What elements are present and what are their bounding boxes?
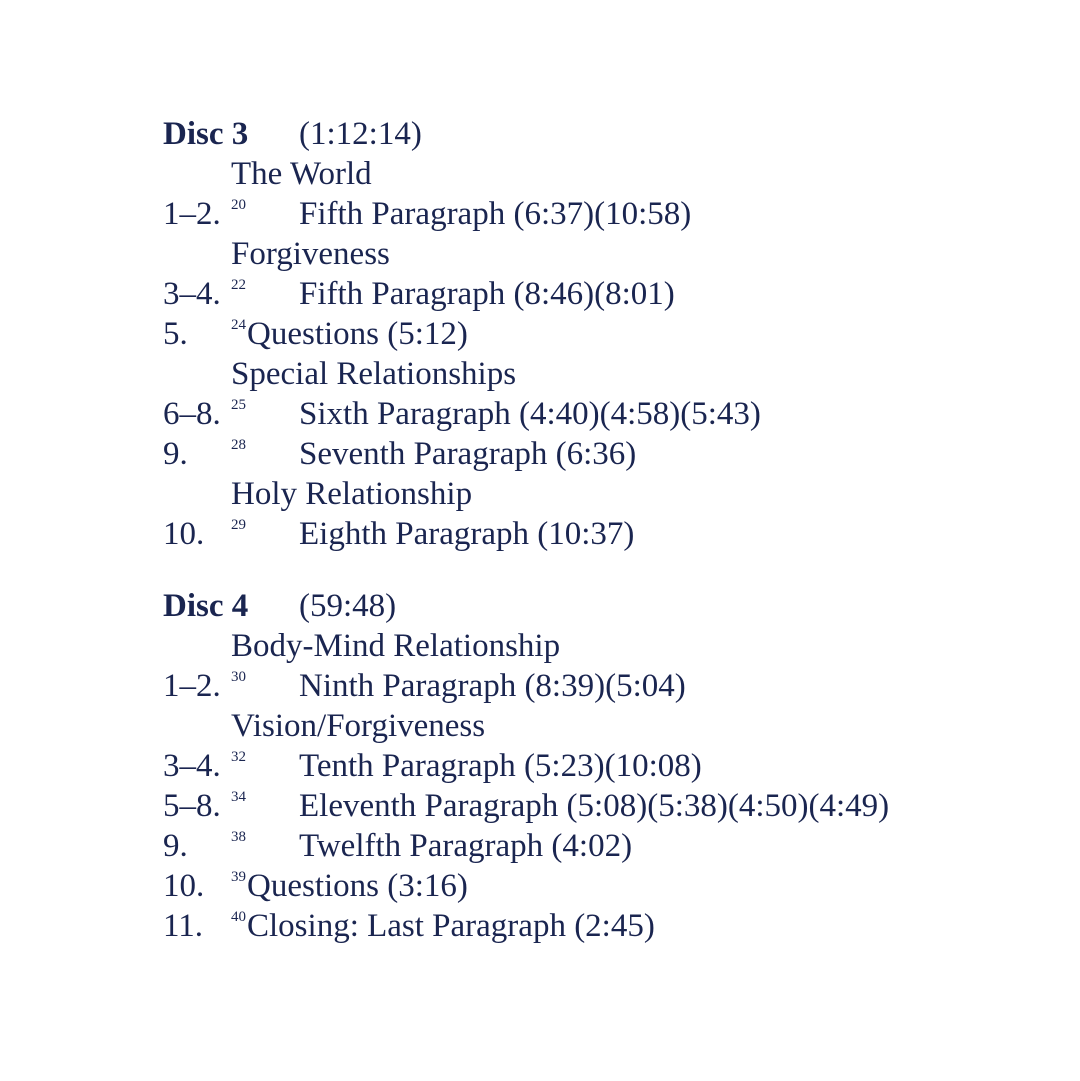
disc-duration: (1:12:14)	[299, 116, 422, 152]
page-reference: 25	[231, 397, 246, 413]
track-row	[163, 786, 983, 826]
section-heading	[163, 474, 983, 514]
track-number: 5–8.	[163, 788, 221, 824]
track-title: Questions (5:12)	[247, 316, 468, 352]
track-number: 11.	[163, 908, 204, 944]
page-reference: 40	[231, 909, 246, 925]
track-title: Fifth Paragraph (8:46)(8:01)	[299, 276, 675, 312]
disc-label: Disc 4	[163, 588, 249, 624]
disc-4-block	[163, 586, 983, 946]
track-title: Fifth Paragraph (6:37)(10:58)	[299, 196, 692, 232]
track-number: 9.	[163, 828, 188, 864]
page-reference: 29	[231, 517, 246, 533]
track-number: 5.	[163, 316, 188, 352]
track-row	[163, 514, 983, 554]
page-reference: 30	[231, 669, 246, 685]
section-heading	[163, 354, 983, 394]
section-heading-text: Holy Relationship	[231, 476, 473, 512]
page-reference: 20	[231, 197, 246, 213]
section-heading	[163, 626, 983, 666]
track-title: Tenth Paragraph (5:23)(10:08)	[299, 748, 702, 784]
page-reference: 32	[231, 749, 246, 765]
track-row	[163, 434, 983, 474]
section-heading-text: Vision/Forgiveness	[231, 708, 486, 744]
track-row	[163, 746, 983, 786]
track-row	[163, 666, 983, 706]
track-number: 3–4.	[163, 276, 221, 312]
track-number: 10.	[163, 868, 205, 904]
track-row	[163, 314, 983, 354]
track-number: 3–4.	[163, 748, 221, 784]
page-reference: 28	[231, 437, 246, 453]
section-heading-text: Special Relationships	[231, 356, 517, 392]
track-row	[163, 866, 983, 906]
section-heading-text: The World	[231, 156, 372, 192]
section-heading-text: Body-Mind Relationship	[231, 628, 561, 664]
track-title: Sixth Paragraph (4:40)(4:58)(5:43)	[299, 396, 761, 432]
track-row	[163, 906, 983, 946]
page-reference: 24	[231, 317, 246, 333]
page-reference: 39	[231, 869, 246, 885]
track-number: 9.	[163, 436, 188, 472]
track-title: Eighth Paragraph (10:37)	[299, 516, 635, 552]
disc-duration: (59:48)	[299, 588, 397, 624]
track-title: Eleventh Paragraph (5:08)(5:38)(4:50)(4:49)	[299, 788, 890, 824]
track-row	[163, 274, 983, 314]
track-title: Twelfth Paragraph (4:02)	[299, 828, 633, 864]
track-number: 10.	[163, 516, 205, 552]
page-reference: 38	[231, 829, 246, 845]
section-heading	[163, 234, 983, 274]
track-number: 1–2.	[163, 668, 221, 704]
page-reference: 22	[231, 277, 246, 293]
section-heading	[163, 706, 983, 746]
section-heading	[163, 154, 983, 194]
track-title: Seventh Paragraph (6:36)	[299, 436, 637, 472]
track-number: 1–2.	[163, 196, 221, 232]
disc-header	[163, 586, 983, 626]
disc-3-block	[163, 114, 983, 554]
section-heading-text: Forgiveness	[231, 236, 390, 272]
page-reference: 34	[231, 789, 246, 805]
track-title: Ninth Paragraph (8:39)(5:04)	[299, 668, 686, 704]
track-number: 6–8.	[163, 396, 221, 432]
track-title: Closing: Last Paragraph (2:45)	[247, 908, 655, 944]
disc-label: Disc 3	[163, 116, 249, 152]
track-title: Questions (3:16)	[247, 868, 468, 904]
disc-header	[163, 114, 983, 154]
track-row	[163, 394, 983, 434]
track-row	[163, 194, 983, 234]
track-row	[163, 826, 983, 866]
